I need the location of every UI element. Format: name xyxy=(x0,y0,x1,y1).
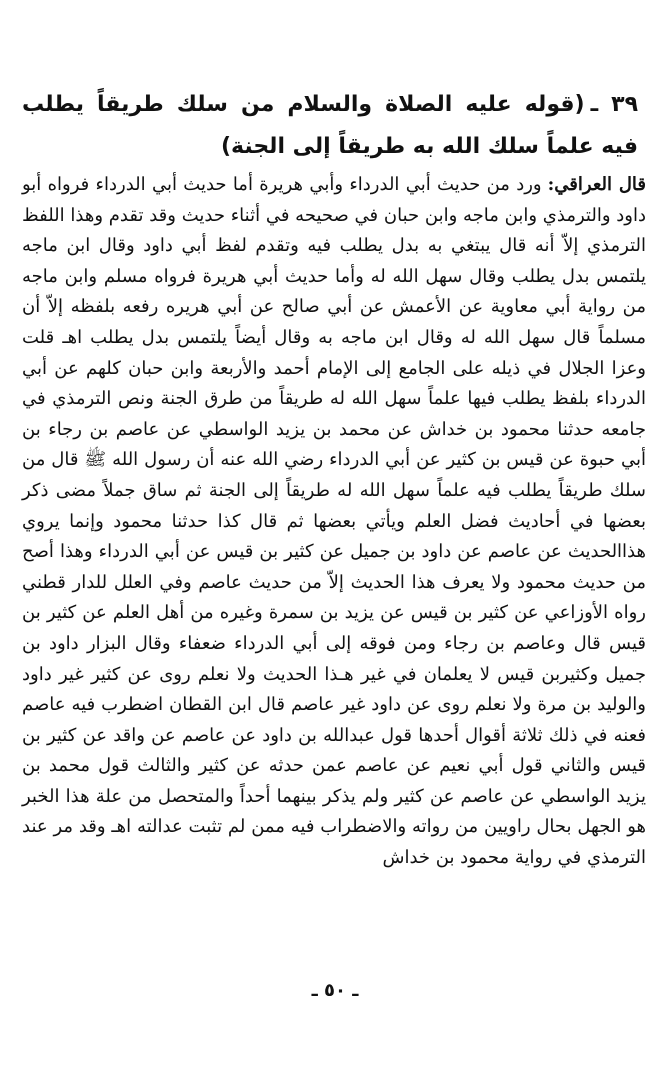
hadith-number: ٣٩ ـ xyxy=(590,92,638,117)
hadith-heading xyxy=(22,84,638,168)
commentary-paragraph xyxy=(22,170,646,874)
commentary-text: ورد من حديث أبي الدرداء وأبي هريرة أما حديث أبي الدرداء فرواه أبو داود والترمذي وابن ماجه وابن حبان في صحيحه في أثناء حديث وقد تقدم وهذا اللفظ الترمذي إلاّ أنه قال يبتغي به بدل يطلب فيه وتقدم لفظ أبي داود وقال ابن ماجه يلتمس بدل يطلب وقال سهل الله له وأما حديث أبي هريرة فرواه مسلم وابن ماجه من رواية أبي معاوية عن الأعمش عن أبي صالح عن أبي هريره رفعه بلفظه إلاّ أن مسلماً قال سهل الله له وقال ابن ماجه به وقال أيضاً يلتمس بدل يطلب اهـ قلت وعزا الجلال في ذيله على الجامع إلى الإمام أحمد والأربعة وابن حبان كلهم عن أبي الدرداء بلفظ يطلب فيها علماً سهل الله له طريقاً من طرق الجنة ونص الترمذي في جامعه حدثنا محمود بن خداش عن محمد بن يزيد الواسطي عن عاصم بن رجاء بن أبي حبوة عن قيس بن كثير عن أبي الدرداء رضي الله عنه أن رسول الله ﷺ قال من سلك طريقاً يطلب فيه علماً سهل الله له طريقاً إلى الجنة ثم ساق جملاً مضى ذكر بعضها في أحاديث فضل العلم ويأتي بعضها ثم قال كذا حدثنا محمود وإنما يروي هذاالحديث عن عاصم عن داود بن جميل عن كثير بن قيس عن أبي الدرداء وهذا أصح من حديث محمود ولا يعرف هذا الحديث إلاّ من حديث عاصم وفي العلل للدار قطني رواه الأوزاعي عن كثير بن قيس عن يزيد بن سمرة وغيره من أهل العلم عن كثير بن قيس قال وعاصم بن رجاء ومن فوقه إلى أبي الدرداء ضعفاء وقال البزار داود بن جميل وكثيربن قيس لا يعلمان في غير هـذا الحديث ولا نعلم روى عن كثير غير داود والوليد بن مرة ولا نعلم روى عن داود غير عاصم قال ابن القطان اضطرب فيه عاصم فعنه في ذلك ثلاثة أقوال أحدها قول عبدالله بن داود عن عاصم عن واقد عن كثير بن قيس والثاني قول أبي نعيم عن عاصم عمن حدثه عن كثير والثالث قول محمد بن يزيد الواسطي عن عاصم عن كثير ولم يذكر بينهما أحداً والمتحصل من علة هذا الخبر هو الجهل بحال راويين من رواته والاضطراب فيه ممن لم تثبت عدالته اهـ وقد مر عند الترمذي في رواية محمود بن خداش xyxy=(22,174,646,869)
hadith-title: (قوله عليه الصلاة والسلام من سلك طريقاً يطلب فيه علماً سلك الله به طريقاً إلى الجنة) xyxy=(22,92,638,159)
commentary-label: قال العراقي: xyxy=(547,174,646,195)
page-number: ـ ٥٠ ـ xyxy=(311,980,359,1001)
document-page xyxy=(22,72,646,874)
